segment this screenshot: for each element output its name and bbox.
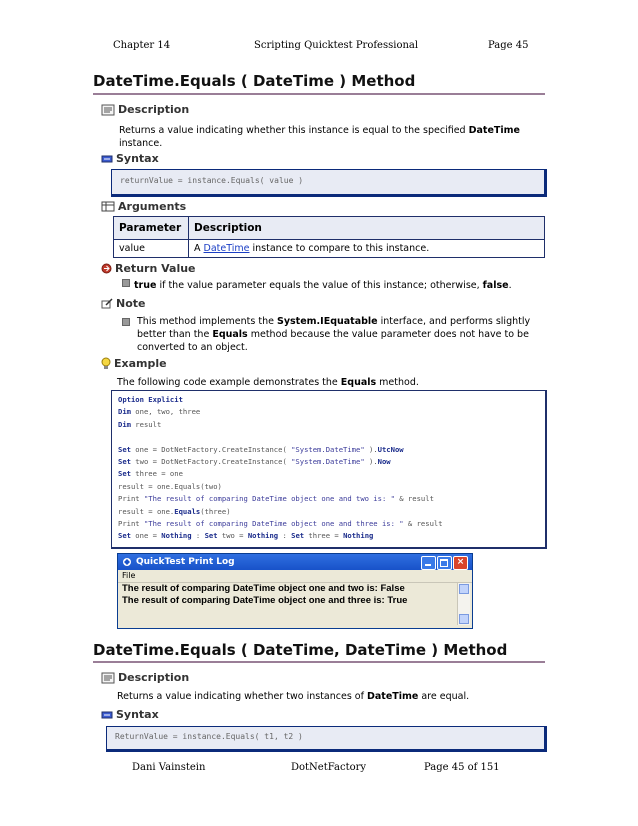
note-heading: Note — [101, 297, 145, 310]
section-title: DateTime.Equals ( DateTime, DateTime ) Method — [93, 641, 508, 659]
description-heading: Description — [101, 103, 189, 116]
lightbulb-icon — [101, 357, 111, 370]
return-value-heading: Return Value — [101, 262, 196, 275]
syntax-box — [106, 726, 547, 752]
syntax-heading: Syntax — [101, 708, 159, 721]
header-description: Description — [189, 217, 545, 240]
menu-bar — [118, 570, 472, 583]
description-icon — [101, 104, 115, 116]
menu-file[interactable]: File — [122, 571, 136, 580]
close-button[interactable]: × — [453, 556, 468, 570]
note-pencil-icon — [101, 298, 113, 309]
minimize-button[interactable] — [421, 556, 436, 570]
title-rule — [93, 93, 545, 95]
maximize-button[interactable] — [437, 556, 452, 570]
print-log-window — [117, 553, 473, 629]
scroll-down-arrow-icon[interactable] — [459, 614, 469, 624]
footer-topic: DotNetFactory — [291, 762, 367, 773]
return-value-item: true if the value parameter equals the value of this instance; otherwise, false. — [122, 279, 512, 292]
header-book-title: Scripting Quicktest Professional — [254, 40, 419, 51]
description-text: Returns a value indicating whether two instances of DateTime are equal. — [117, 691, 470, 702]
syntax-code: ReturnValue = instance.Equals( t1, t2 ) — [115, 732, 303, 741]
description-text: Returns a value indicating whether this instance is equal to the specified DateTime instance. — [119, 125, 520, 149]
syntax-code: returnValue = instance.Equals( value ) — [120, 176, 304, 185]
arguments-heading: Arguments — [101, 200, 186, 213]
syntax-heading: Syntax — [101, 152, 159, 165]
syntax-icon — [101, 154, 113, 164]
header-page: Page 45 — [488, 40, 529, 51]
return-icon — [101, 263, 112, 274]
syntax-box — [111, 169, 547, 197]
description-icon — [101, 672, 115, 684]
log-line: The result of comparing DateTime object one and two is: False — [122, 583, 405, 594]
note-text: This method implements the System.IEquatable interface, and performs slightly better than the Equals method because the value parameter does not have to be converted to an object. — [137, 316, 531, 353]
code-block: Option Explicit Dim one, two, three Dim result Set one = DotNetFactory.CreateInstance( "System.DateTime" ).UtcNow Set two = DotNetFactory.CreateInstance( "System.DateTime" ).Now Set three = one result = one.Equals(two) Print "The result of comparing DateTime object one and two is: " & result result = one.Equals(three) Print "The result of comparing DateTime object one and three is: " & result Set one = Nothing : Set two = Nothing : Set three = Nothing — [118, 395, 443, 541]
title-rule — [93, 661, 545, 663]
scrollbar[interactable] — [457, 583, 470, 625]
example-intro: The following code example demonstrates the Equals method. — [117, 377, 419, 388]
bullet-icon — [122, 279, 130, 287]
example-heading: Example — [101, 357, 167, 370]
bullet-icon — [122, 318, 130, 326]
cell-description: A DateTime instance to compare to this instance. — [189, 240, 545, 258]
app-icon — [122, 557, 132, 567]
table-header-row — [114, 217, 545, 240]
section-title: DateTime.Equals ( DateTime ) Method — [93, 72, 416, 90]
header-parameter: Parameter — [114, 217, 189, 240]
log-line: The result of comparing DateTime object one and three is: True — [122, 595, 408, 606]
code-example-box — [111, 390, 547, 549]
arguments-table — [113, 216, 545, 258]
footer-page-count: Page 45 of 151 — [424, 762, 500, 773]
cell-parameter: value — [114, 240, 189, 258]
arguments-icon — [101, 201, 115, 212]
scroll-up-arrow-icon[interactable] — [459, 584, 469, 594]
print-log-titlebar[interactable]: QuickTest Print Log — [118, 554, 472, 570]
datetime-link[interactable]: DateTime — [203, 243, 250, 254]
description-heading: Description — [101, 671, 189, 684]
table-row — [114, 240, 545, 258]
footer-author: Dani Vainstein — [132, 762, 206, 773]
print-log-output — [120, 583, 456, 625]
syntax-icon — [101, 710, 113, 720]
header-chapter: Chapter 14 — [113, 40, 171, 51]
